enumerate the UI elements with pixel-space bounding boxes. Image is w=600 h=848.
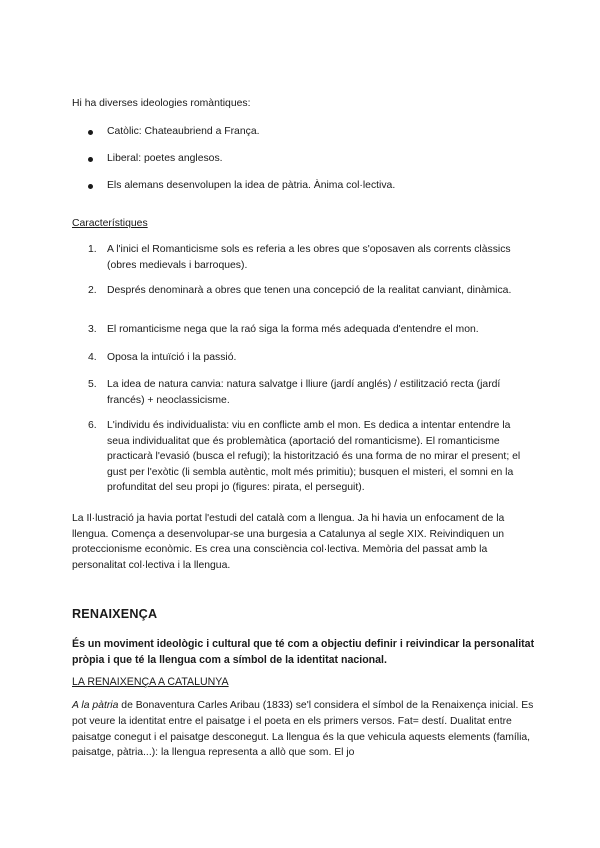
item-text: La idea de natura canvia: natura salvatge i lliure (jardí anglés) / estilització recta (jardí francés) + neoclassicisme.	[107, 379, 501, 406]
item-number: 4.	[88, 352, 97, 363]
characteristics-heading: Característiques	[72, 218, 148, 229]
item-text: L'individu és individualista: viu en conflicte amb el mon. Es dedica a intentar entendre la seua individualitat que és problemàtica (aportació del romanticisme). El romanticisme practicarà l'evasió (busca el refugi); la historització és una forma de no mirar el present; el gust per l'exòtic (li sembla autèntic, molt més primitiu); busquen el misteri, el somni en la profunditat del seu propi jo (figures: pirata, el perseguit).	[107, 420, 521, 493]
item-text: El romanticisme nega que la raó siga la forma més adequada d'entendre el mon.	[107, 324, 479, 335]
item-text: Després denominarà a obres que tenen una concepció de la realitat canviant, dinàmica.	[107, 285, 512, 296]
work-title: A la pàtria	[72, 700, 119, 711]
intro-line: Hi ha diverses ideologies romàntiques:	[72, 98, 251, 109]
bullet-dot-icon	[88, 130, 93, 135]
item-number: 6.	[88, 420, 97, 431]
bullet-text: Els alemans desenvolupen la idea de pàtria. Ànima col·lectiva.	[107, 180, 396, 191]
item-number: 3.	[88, 324, 97, 335]
item-text: Oposa la intuïció i la passió.	[107, 352, 237, 363]
bullet-text: Liberal: poetes anglesos.	[107, 153, 223, 164]
illustracio-paragraph: La Il·lustració ja havia portat l'estudi del català com a llengua. Ja hi havia un enfocament de la llengua. Comença a desenvolupar-se una burgesia a Catalunya al segle XIX. Reivindiquen un proteccionisme econòmic. Es crea una consciència col·lectiva. Memòria del passat amb la personalitat col·lectiva i la llengua.	[72, 513, 505, 571]
renaixenca-catalunya-heading: LA RENAIXENÇA A CATALUNYA	[72, 676, 229, 688]
aribau-paragraph	[72, 698, 537, 761]
bullet-dot-icon	[88, 184, 93, 189]
aribau-paragraph-text: de Bonaventura Carles Aribau (1833) se'l considera el símbol de la Renaixença inicial. Es pot veure la identitat entre el paisatge i el poeta en els primers versos. Fat= destí. Dualitat entre paisatge conegut i el paisatge desconegut. La llengua és la que vehicula aquests elements (família, paisatge, pàtria...): la llengua representa a allò que som. El jo	[72, 700, 534, 759]
item-text: A l'inici el Romanticisme sols es referia a les obres que s'oposaven als corrents clàssics (obres medievals i barroques).	[107, 244, 511, 271]
renaixenca-definition: És un moviment ideològic i cultural que té com a objectiu definir i reivindicar la personalitat pròpia i que té la llengua com a símbol de la identitat nacional.	[72, 638, 535, 666]
bullet-dot-icon	[88, 157, 93, 162]
bullet-text: Catòlic: Chateaubriend a França.	[107, 126, 260, 137]
item-number: 2.	[88, 285, 97, 296]
renaixenca-title: RENAIXENÇA	[72, 607, 158, 621]
item-number: 5.	[88, 379, 97, 390]
item-number: 1.	[88, 244, 97, 255]
